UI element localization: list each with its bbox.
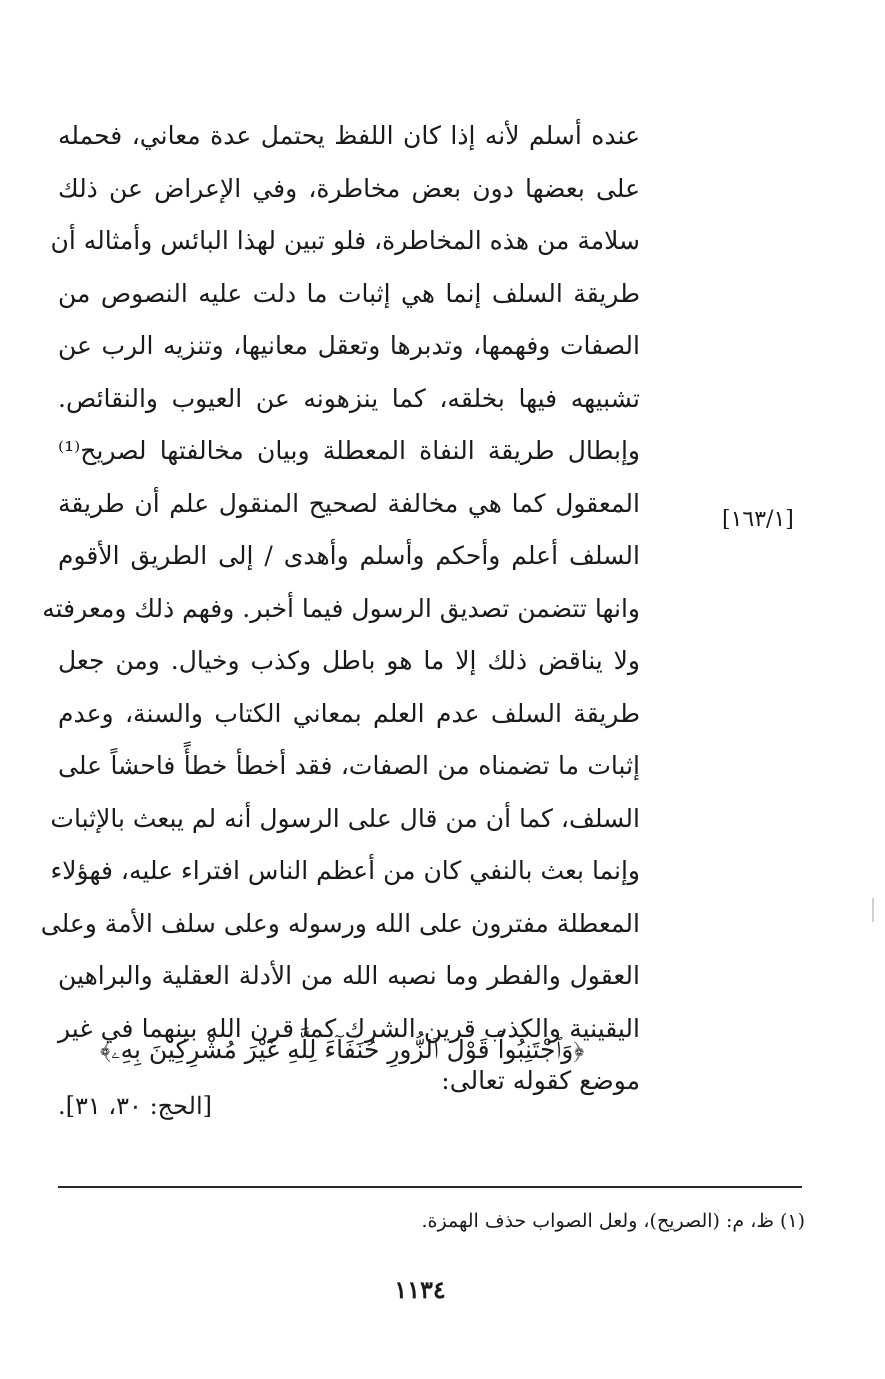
text-line: المعقول كما هي مخالفة لصحيح المنقول علم أن طريقة: [58, 488, 640, 518]
text-line: موضع كقوله تعالى:: [441, 1066, 640, 1095]
text-line: اليقينية والكذب قرين الشرك كما قرن الله بينهما في غير: [58, 1013, 640, 1043]
footnote: (١) ظ، م: (الصريح)، ولعل الصواب حذف الهمزة.: [421, 1210, 805, 1232]
text-line: طريقة السلف إنما هي إثبات ما دلت عليه النصوص من: [58, 278, 640, 308]
main-text: [40, 110, 640, 1108]
verse-reference: [الحج: ٣٠، ٣١].: [58, 1092, 212, 1120]
text-line: وإبطال طريقة النفاة المعطلة وبيان مخالفتها لصريح⁽¹⁾: [58, 436, 640, 465]
text-line: سلامة من هذه المخاطرة، فلو تبين لهذا البائس وأمثاله أن: [50, 226, 640, 255]
quran-verse: ﴿وَٱجْتَنِبُواْ قَوْلَ ٱلزُّورِ حُنَفَآءَ لِلَّهِ غَيْرَ مُشْرِكِينَ بِهِۦ﴾: [100, 1035, 585, 1064]
scan-artifact: [872, 898, 874, 922]
text-line: المعطلة مفترون على الله ورسوله وعلى سلف الأمة وعلى: [40, 908, 640, 938]
text-line: تشبيهه فيها بخلقه، كما ينزهونه عن العيوب والنقائص.: [58, 383, 640, 413]
text-line: وانها تتضمن تصديق الرسول فيما أخبر. وفهم ذلك ومعرفته: [42, 593, 640, 623]
text-line: السلف أعلم وأحكم وأسلم وأهدى / إلى الطريق الأقوم: [58, 541, 640, 570]
text-line: العقول والفطر وما نصبه الله من الأدلة العقلية والبراهين: [58, 961, 640, 990]
footnote-divider: [58, 1186, 802, 1188]
text-line: الصفات وفهمها، وتدبرها وتعقل معانيها، وتنزيه الرب عن: [58, 331, 640, 360]
page-number: ١١٣٤: [394, 1275, 446, 1304]
text-line: عنده أسلم لأنه إذا كان اللفظ يحتمل عدة معاني، فحمله: [58, 121, 640, 150]
text-line: السلف، كما أن من قال على الرسول أنه لم يبعث بالإثبات: [50, 803, 640, 833]
text-line: على بعضها دون بعض مخاطرة، وفي الإعراض عن ذلك: [58, 173, 640, 203]
text-line: ولا يناقض ذلك إلا ما هو باطل وكذب وخيال. ومن جعل: [58, 646, 640, 675]
text-line: إثبات ما تضمناه من الصفات، فقد أخطأ خطأً فاحشاً على: [58, 751, 640, 780]
margin-page-reference: [١٦٣/١]: [722, 507, 794, 532]
text-line: طريقة السلف عدم العلم بمعاني الكتاب والسنة، وعدم: [58, 698, 640, 728]
text-line: وإنما بعث بالنفي كان من أعظم الناس افتراء عليه، فهؤلاء: [50, 856, 640, 885]
